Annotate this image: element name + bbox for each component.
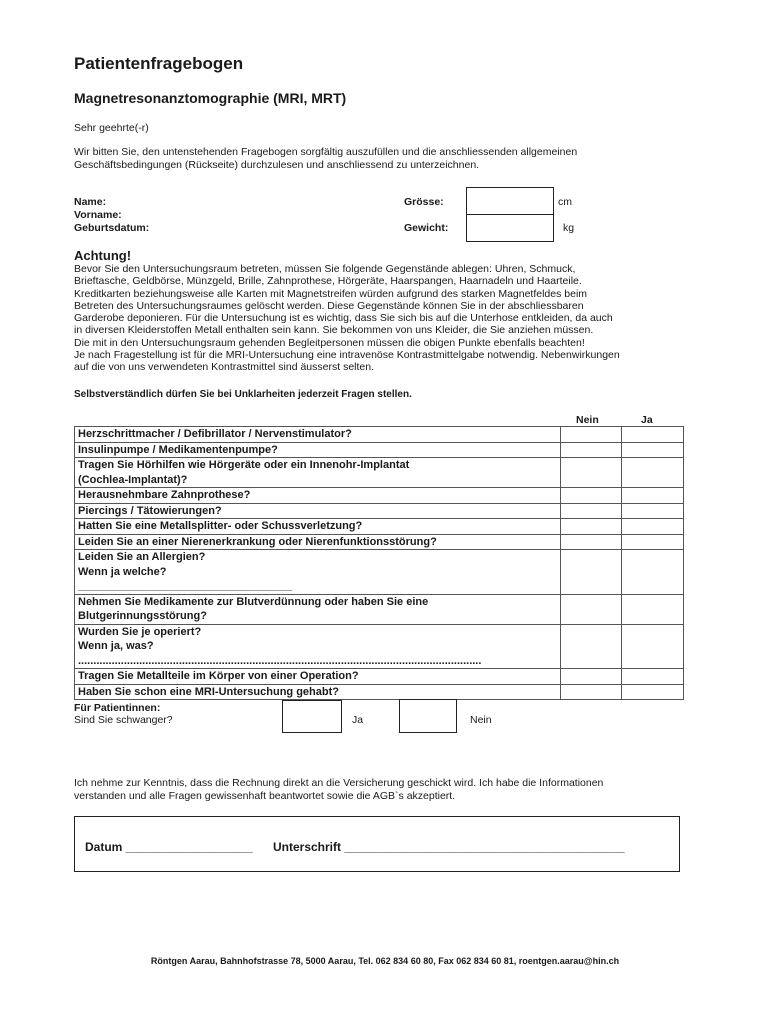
question-text: [75, 624, 561, 669]
question-text: [75, 534, 561, 550]
pregnancy-section: [74, 702, 173, 726]
pregnancy-nein-checkbox[interactable]: [399, 699, 457, 733]
answer-ja-cell[interactable]: [622, 534, 684, 550]
answer-ja-cell[interactable]: [622, 442, 684, 458]
question-row: [75, 534, 684, 550]
answer-nein-cell[interactable]: [560, 488, 622, 504]
intro-line: Wir bitten Sie, den untenstehenden Fragebogen sorgfältig auszufüllen und die anschliessenden allgemeinen: [74, 146, 578, 158]
question-row: [75, 684, 684, 700]
question-text: [75, 684, 561, 700]
vorname-label: Vorname:: [74, 209, 122, 221]
gewicht-label: Gewicht:: [404, 222, 449, 234]
question-row: [75, 442, 684, 458]
question-line: Tragen Sie Hörhilfen wie Hörgeräte oder ein Innenohr-Implantat: [78, 459, 410, 471]
question-line: Wenn ja, was?: [78, 640, 154, 652]
question-text: [75, 442, 561, 458]
question-text: [75, 503, 561, 519]
geburtsdatum-label: Geburtsdatum:: [74, 222, 150, 234]
pregnancy-ja-label: Ja: [352, 714, 364, 726]
gewicht-input[interactable]: [466, 214, 554, 242]
answer-ja-cell[interactable]: [622, 669, 684, 685]
answer-nein-cell[interactable]: [560, 550, 622, 595]
intro-line: Geschäftsbedingungen (Rückseite) durchzulesen und anschliessend zu unterzeichnen.: [74, 159, 480, 171]
question-text: [75, 550, 561, 595]
achtung-line: Kreditkarten beziehungsweise alle Karten mit Magnetstreifen würden aufgrund des starken Magnetfeldes beim: [74, 287, 588, 300]
groesse-input[interactable]: [466, 187, 554, 215]
question-line: Piercings / Tätowierungen?: [78, 504, 222, 517]
question-row: [75, 550, 684, 595]
gewicht-unit: kg: [563, 222, 575, 234]
acknowledgement-line: Ich nehme zur Kenntnis, dass die Rechnung direkt an die Versicherung geschickt wird. Ich habe die Informationen: [74, 777, 604, 789]
questions-note: Selbstverständlich dürfen Sie bei Unklarheiten jederzeit Fragen stellen.: [74, 389, 412, 400]
question-line: Hatten Sie eine Metallsplitter- oder Schussverletzung?: [78, 520, 363, 532]
answer-nein-cell[interactable]: [560, 458, 622, 488]
name-label: Name:: [74, 196, 107, 208]
pregnancy-question: Sind Sie schwanger?: [74, 714, 173, 726]
question-row: [75, 458, 684, 488]
achtung-line: Brieftasche, Geldbörse, Münzgeld, Brille, Zahnprothese, Hörgeräte, Haarspangen, Haarnadeln und Haarteile.: [74, 275, 582, 288]
answer-ja-cell[interactable]: [622, 458, 684, 488]
question-row: [75, 594, 684, 624]
question-line: Insulinpumpe / Medikamentenpumpe?: [78, 443, 278, 456]
question-line: Haben Sie schon eine MRI-Untersuchung gehabt?: [78, 685, 339, 698]
pregnancy-heading: Für Patientinnen:: [74, 702, 161, 714]
question-text: [75, 669, 561, 685]
achtung-line: Die mit in den Untersuchungsraum gehenden Begleitpersonen müssen die obigen Punkte ebenfalls beachten!: [74, 336, 585, 349]
achtung-heading: Achtung!: [74, 248, 132, 263]
question-row: [75, 488, 684, 504]
achtung-line: Je nach Fragestellung ist für die MRI-Untersuchung eine intravenöse Kontrastmittelgabe notwendig. Nebenwirkungen: [74, 349, 620, 362]
achtung-line: auf die von uns verwendeten Kontrastmittel sind äusserst selten.: [74, 361, 374, 374]
answer-ja-cell[interactable]: [622, 503, 684, 519]
acknowledgement-line: verstanden und alle Fragen gewissenhaft beantwortet sowie die AGB`s akzeptiert.: [74, 790, 456, 802]
form-title: Patientenfragebogen: [74, 54, 244, 73]
question-line: ....................................................................................................................................: [78, 654, 482, 667]
question-text: [75, 458, 561, 488]
question-text: [75, 488, 561, 504]
question-line: Wenn ja welche?: [78, 565, 167, 578]
pregnancy-nein-label: Nein: [470, 714, 492, 726]
question-row: [75, 669, 684, 685]
achtung-text: [74, 263, 684, 374]
question-line: ___________________________________: [78, 580, 293, 592]
question-line: Herausnehmbare Zahnprothese?: [78, 489, 251, 501]
answer-nein-cell[interactable]: [560, 684, 622, 700]
answer-ja-cell[interactable]: [622, 594, 684, 624]
answer-ja-cell[interactable]: [622, 488, 684, 504]
question-text: [75, 594, 561, 624]
question-line: Wurden Sie je operiert?: [78, 625, 202, 638]
question-row: [75, 503, 684, 519]
nein-column-header: Nein: [576, 414, 599, 426]
question-line: Nehmen Sie Medikamente zur Blutverdünnung oder haben Sie eine: [78, 595, 429, 608]
achtung-line: Bevor Sie den Untersuchungsraum betreten, müssen Sie folgende Gegenstände ablegen: Uhren, Schmuck,: [74, 263, 576, 275]
answer-ja-cell[interactable]: [622, 519, 684, 535]
answer-ja-cell[interactable]: [622, 550, 684, 595]
answer-ja-cell[interactable]: [622, 624, 684, 669]
achtung-line: Betreten des Untersuchungsraumes gelöscht werden. Diese Gegenstände können Sie in der abschliessbaren: [74, 299, 584, 312]
groesse-unit: cm: [558, 196, 572, 208]
answer-ja-cell[interactable]: [622, 684, 684, 700]
acknowledgement-text: [74, 777, 684, 803]
question-line: Herzschrittmacher / Defibrillator / Nervenstimulator?: [78, 428, 352, 440]
answer-ja-cell[interactable]: [622, 427, 684, 443]
form-subtitle: Magnetresonanztomographie (MRI, MRT): [74, 90, 347, 106]
answer-nein-cell[interactable]: [560, 442, 622, 458]
unterschrift-field[interactable]: Unterschrift __________________________________________: [273, 840, 625, 854]
question-text: [75, 427, 561, 443]
answer-nein-cell[interactable]: [560, 594, 622, 624]
greeting: Sehr geehrte(-r): [74, 122, 149, 134]
question-line: Leiden Sie an einer Nierenerkrankung oder Nierenfunktionsstörung?: [78, 535, 437, 548]
pregnancy-ja-checkbox[interactable]: [282, 700, 342, 733]
intro-text: [74, 146, 684, 172]
answer-nein-cell[interactable]: [560, 519, 622, 535]
groesse-label: Grösse:: [404, 196, 444, 208]
achtung-line: Garderobe deponieren. Für die Untersuchung ist es wichtig, dass Sie sich bis auf die Unterhose entkleiden, da auch: [74, 312, 613, 325]
achtung-line: in diversen Kleiderstoffen Metall enthalten sein kann. Sie bekommen von uns Kleider, die Sie anziehen müssen.: [74, 324, 594, 337]
question-text: [75, 519, 561, 535]
ja-column-header: Ja: [641, 414, 653, 426]
answer-nein-cell[interactable]: [560, 624, 622, 669]
question-row: [75, 624, 684, 669]
question-line: Tragen Sie Metallteile im Körper von einer Operation?: [78, 670, 359, 682]
question-line: Blutgerinnungsstörung?: [78, 610, 207, 622]
answer-nein-cell[interactable]: [560, 534, 622, 550]
answer-nein-cell[interactable]: [560, 503, 622, 519]
footer-contact: Röntgen Aarau, Bahnhofstrasse 78, 5000 Aarau, Tel. 062 834 60 80, Fax 062 834 60 81, roentgen.aarau@hin.ch: [150, 956, 620, 966]
datum-field[interactable]: Datum ___________________: [85, 840, 253, 854]
answer-nein-cell[interactable]: [560, 427, 622, 443]
question-line: Leiden Sie an Allergien?: [78, 551, 206, 563]
question-line: (Cochlea-Implantat)?: [78, 473, 188, 486]
questions-table: [74, 426, 684, 700]
question-row: [75, 427, 684, 443]
question-row: [75, 519, 684, 535]
answer-nein-cell[interactable]: [560, 669, 622, 685]
